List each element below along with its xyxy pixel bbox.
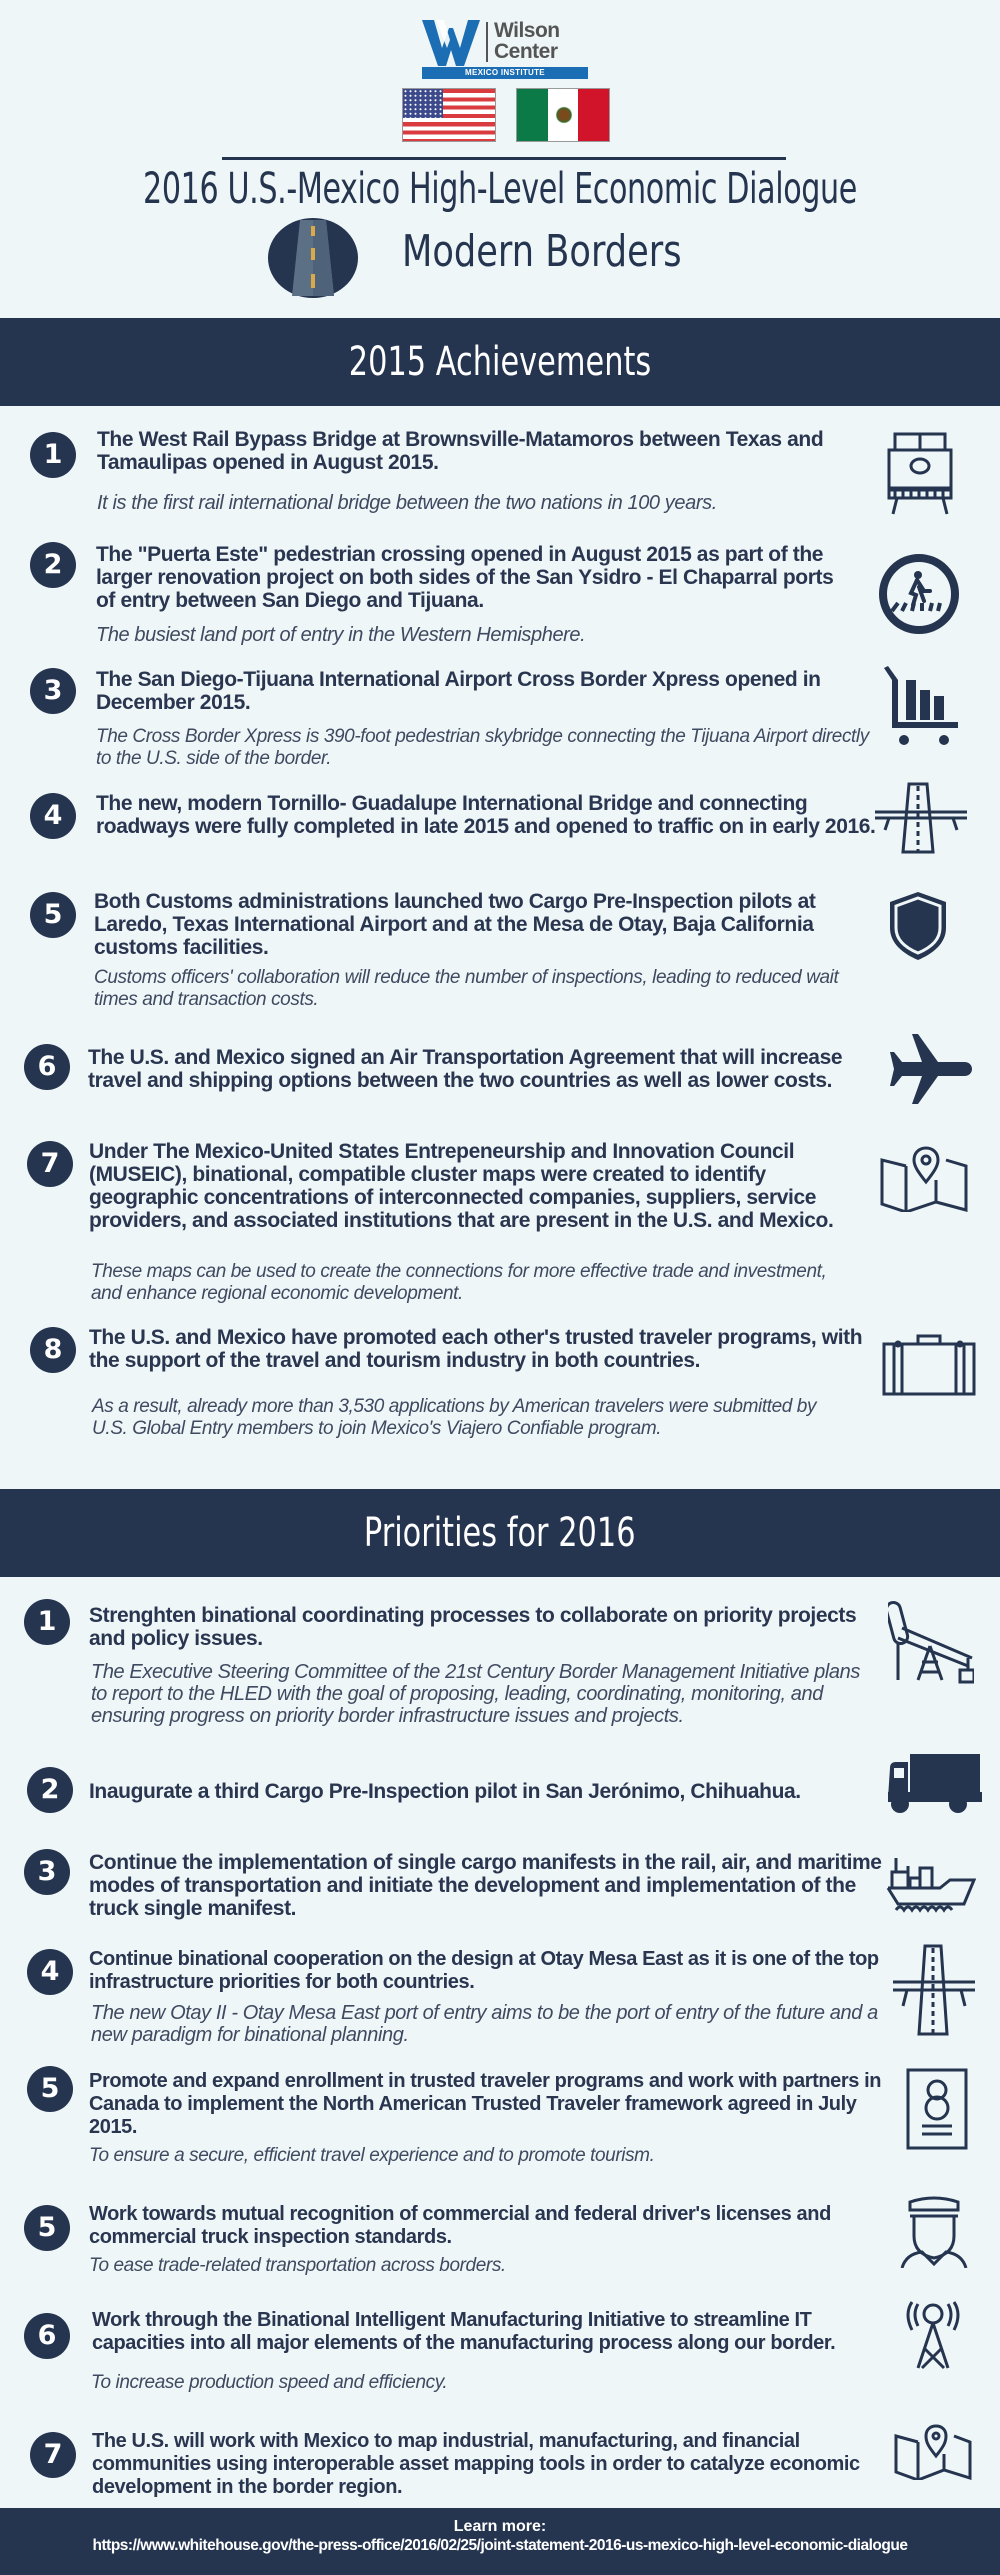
achievement-1-text: The West Rail Bypass Bridge at Brownsville-Matamoros between Texas and Tamaulipas opened in August 2015. [97, 428, 824, 474]
achievement-3-text: The San Diego-Tijuana International Airport Cross Border Xpress opened in December 2015. [96, 668, 821, 714]
achievement-number-3: 3 [30, 668, 76, 714]
page-title: 2016 U.S.-Mexico High-Level Economic Dialogue [143, 164, 857, 214]
highway-bridge-icon [875, 782, 967, 854]
priority-5-text: Promote and expand enrollment in trusted traveler programs and work with partners in Canada to implement the North American Trusted Traveler framework agreed in July 2015. [89, 2070, 882, 2138]
priority-number-1: 1 [24, 1599, 70, 1645]
cargo-ship-icon [886, 1858, 976, 1914]
learn-more-link[interactable]: https://www.whitehouse.gov/the-press-office/2016/02/25/joint-statement-2016-us-mexico-high-level-economic-dialogue [92, 2537, 908, 2554]
priorities-banner [0, 1489, 1000, 1577]
priority-5-note: To ensure a secure, efficient travel experience and to promote tourism. [89, 2145, 655, 2166]
logo-divider [486, 22, 488, 62]
luggage-cart-icon [882, 666, 962, 748]
map-pin-icon [878, 1146, 970, 1212]
wilson-center-logo [422, 20, 592, 80]
mexico-flag-icon [516, 88, 610, 142]
achievement-number-6: 6 [24, 1044, 70, 1090]
achievement-2-note: The busiest land port of entry in the Western Hemisphere. [96, 624, 586, 646]
pump-jack-icon [888, 1600, 974, 1684]
footer [0, 2508, 1000, 2575]
achievement-7-text: Under The Mexico-United States Entrepeneurship and Innovation Council (MUSEIC), binational, compatible cluster maps were created to identify geographic concentrations of interconnected companies, suppliers, service providers, and associated institutions that are present in the U.S. and Mexico. [89, 1140, 834, 1232]
achievement-1-note: It is the first rail international bridge between the two nations in 100 years. [97, 492, 717, 514]
priority-2-text: Inaugurate a third Cargo Pre-Inspection pilot in San Jerónimo, Chihuahua. [89, 1780, 801, 1803]
achievement-5-note: Customs officers' collaboration will reduce the number of inspections, leading to reduced wait times and transaction costs. [94, 967, 839, 1010]
logo-line2: Center [494, 40, 558, 63]
priority-number-2: 2 [27, 1767, 73, 1813]
pedestrian-crossing-icon [878, 553, 960, 635]
priority-7-text: The U.S. will work with Mexico to map industrial, manufacturing, and financial communities using interoperable asset mapping tools in order to catalyze economic development in the border region. [92, 2430, 860, 2498]
logo-band: MEXICO INSTITUTE [422, 67, 588, 79]
achievement-number-4: 4 [30, 793, 76, 839]
shield-icon [888, 890, 948, 962]
driver-icon [898, 2196, 970, 2268]
priorities-title: Priorities for 2016 [364, 1510, 636, 1556]
achievement-4-text: The new, modern Tornillo- Guadalupe International Bridge and connecting roadways were fully completed in late 2015 and opened to traffic on in early 2016. [96, 792, 876, 838]
antenna-tower-icon [900, 2300, 966, 2370]
truck-icon [886, 1752, 982, 1814]
achievements-banner [0, 318, 1000, 406]
priority-5b-note: To ease trade-related transportation across borders. [89, 2255, 506, 2276]
page-subtitle: Modern Borders [402, 226, 682, 277]
priority-6-text: Work through the Binational Intelligent Manufacturing Initiative to streamline IT capacities into all major elements of the manufacturing process along our border. [92, 2309, 836, 2354]
learn-more-label: Learn more: [453, 2518, 547, 2535]
us-flag-icon [402, 88, 496, 142]
title-divider [222, 157, 786, 160]
achievement-number-5: 5 [30, 892, 76, 938]
priority-5b-text: Work towards mutual recognition of commercial and federal driver's licenses and commercial truck inspection standards. [89, 2203, 831, 2248]
suitcase-icon [882, 1334, 976, 1396]
achievement-number-1: 1 [30, 432, 76, 478]
priority-1-text: Strenghten binational coordinating processes to collaborate on priority projects and policy issues. [89, 1604, 857, 1650]
achievement-number-2: 2 [30, 542, 76, 588]
airplane-icon [884, 1034, 972, 1104]
achievement-8-text: The U.S. and Mexico have promoted each other's trusted traveler programs, with the support of the travel and tourism industry in both countries. [89, 1326, 863, 1372]
achievement-number-8: 8 [30, 1327, 76, 1373]
train-icon [885, 430, 955, 518]
priority-number-5: 5 [27, 2066, 73, 2112]
priority-number-5b: 5 [24, 2205, 70, 2251]
achievement-5-text: Both Customs administrations launched two Cargo Pre-Inspection pilots at Laredo, Texas International Airport and at the Mesa de Otay, Baja California customs facilities. [94, 890, 816, 959]
highway-bridge-icon-2 [893, 1944, 975, 2036]
wilson-w-icon [422, 20, 480, 66]
priority-3-text: Continue the implementation of single cargo manifests in the rail, air, and maritime modes of transportation and initiate the development and implementation of the truck single manifest. [89, 1851, 882, 1920]
priority-4-note: The new Otay II - Otay Mesa East port of entry aims to be the port of entry of the future and a new paradigm for binational planning. [91, 2002, 878, 2046]
priority-4-text: Continue binational cooperation on the design at Otay Mesa East as it is one of the top infrastructure priorities for both countries. [89, 1948, 879, 1993]
priority-1-note: The Executive Steering Committee of the 21st Century Border Management Initiative plans to report to the HLED with the goal of proposing, leading, coordinating, monitoring, and ensuring progress on priority border infrastructure issues and projects. [91, 1661, 860, 1727]
id-card-icon [906, 2068, 968, 2150]
achievement-7-note: These maps can be used to create the connections for more effective trade and investment, and enhance regional economic development. [91, 1261, 827, 1304]
logo-wordmark [494, 20, 560, 62]
achievements-title: 2015 Achievements [348, 339, 652, 385]
priority-number-4: 4 [27, 1949, 73, 1995]
priority-number-3: 3 [24, 1849, 70, 1895]
road-icon [268, 218, 358, 298]
achievement-6-text: The U.S. and Mexico signed an Air Transportation Agreement that will increase travel and shipping options between the two countries as well as lower costs. [88, 1046, 843, 1092]
achievement-2-text: The "Puerta Este" pedestrian crossing opened in August 2015 as part of the larger renovation project on both sides of the San Ysidro - El Chaparral ports of entry between San Diego and Tijuana. [96, 543, 834, 612]
logo-line1: Wilson [494, 19, 560, 42]
achievement-3-note: The Cross Border Xpress is 390-foot pedestrian skybridge connecting the Tijuana Airport directly to the U.S. side of the border. [96, 726, 869, 769]
us-flag-canton [403, 89, 443, 118]
map-pin-icon-2 [894, 2424, 972, 2480]
priority-number-7: 7 [30, 2432, 76, 2478]
priority-number-6: 6 [24, 2313, 70, 2359]
priority-6-note: To increase production speed and efficiency. [91, 2372, 448, 2393]
achievement-8-note: As a result, already more than 3,530 applications by American travelers were submitted by U.S. Global Entry members to join Mexico's Viajero Confiable program. [92, 1396, 817, 1439]
achievement-number-7: 7 [27, 1141, 73, 1187]
